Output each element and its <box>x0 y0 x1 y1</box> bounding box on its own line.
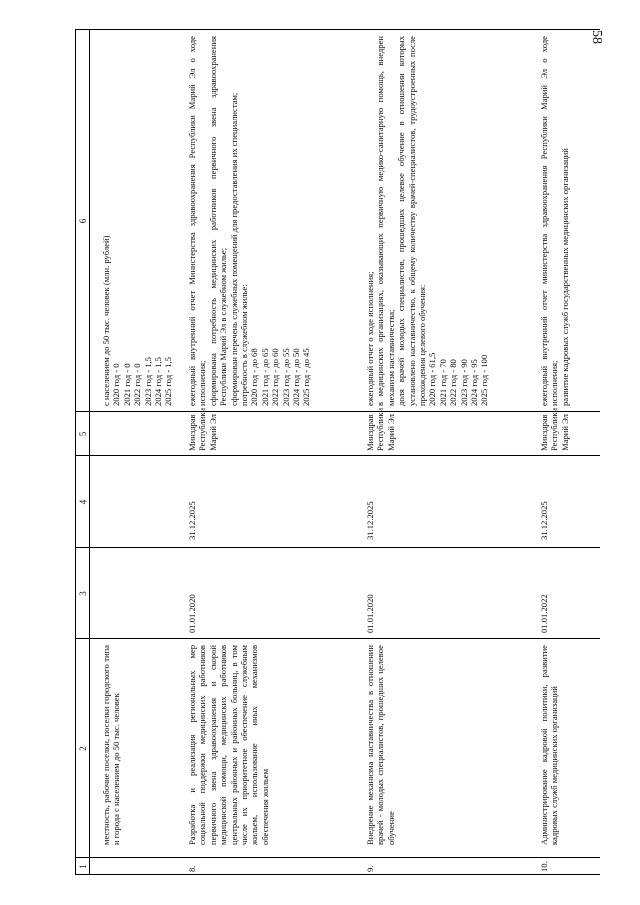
column-divider <box>75 547 600 548</box>
start-date: 01.01.2020 <box>187 594 197 633</box>
measure-name: Разработка и реализация региональных мер социальной поддержки медицинских работников первичного звена здравоохранения и скорой медицинской помощи, медицинских работников центральных районных и районных больниц, в том числе их приоритетное обеспечение служебным жильем, использование иных механизмов обеспечения жильем <box>187 645 270 845</box>
column-header: 2 <box>78 746 88 751</box>
start-date: 01.01.2022 <box>539 594 549 633</box>
page-number: 58 <box>589 30 604 44</box>
measure-name: Внедрение механизма наставничества в отношении врачей - молодых специалистов, прошедших целевое обучение <box>365 645 396 845</box>
header-divider <box>89 30 90 875</box>
row-number: 8. <box>187 865 197 872</box>
measure-name: Администрирование кадровой политики, развитие кадровых служб медицинских организаций <box>539 645 560 845</box>
expected-result: ежегодный внутренний отчет министерства здравоохранения Республики Марий Эл о ходе исполнения; развитие кадровых служб государственных медицинских организаций <box>539 36 570 406</box>
column-divider <box>75 455 600 456</box>
end-date: 31.12.2025 <box>187 501 197 540</box>
end-date: 31.12.2025 <box>365 501 375 540</box>
column-header: 3 <box>78 591 88 596</box>
start-date: 01.01.2020 <box>365 594 375 633</box>
column-header: 4 <box>78 499 88 505</box>
executor: Минздрав Республики Марий Эл <box>539 407 570 451</box>
measure-name: местность, рабочие поселки, поселки городского типа и города с населением до 50 тыс. человек <box>101 645 122 845</box>
column-header: 6 <box>78 218 88 224</box>
expected-result: с населением до 50 тыс. человек (млн. рублей) 2020 год - 0 2021 год - 0 2022 год - 0 2023 год - 1,5 2024 год - 1,5 2025 год - 1,5 <box>101 235 174 406</box>
column-header: 5 <box>78 431 88 437</box>
column-divider <box>75 638 600 639</box>
column-divider <box>75 857 600 858</box>
table-border-left <box>75 874 600 875</box>
row-number: 10. <box>539 861 549 872</box>
expected-result: ежегодный отчет о ходе исполнения; в медицинских организациях, оказывающих первичную медико-санитарную помощь, внедрен механизм наставничества; доля врачей молодых специалистов, прошедших целевое обучение в отношении которых установлено наставничество, к общему количеству врачей-специалистов, трудоустроенных после прохождения целевого обучения: 2020 год - 61,5 2021 год - 70 2022 год - 80 2023 год - 90 2024 год - 95 2025 год - 100 <box>365 36 490 406</box>
end-date: 31.12.2025 <box>539 501 549 540</box>
executor: Минздрав Республики Марий Эл <box>365 407 396 451</box>
row-number: 9. <box>365 865 375 872</box>
expected-result: ежегодный внутренний отчет Министерства здравоохранения Республики Марий Эл о ходе исполнения; сформирована потребность медицинских работников первичного звена здравоохранения Республики Марий Эл в служебном жилье; сформирован перечень служебных помещений для предоставления их специалистам; потребность в служебном жилье: 2020 год - до 68 2021 год - до 65 2022 год - до 60 2023 год - до 55 2024 год - до 50 2025 год - до 45 <box>187 36 312 406</box>
column-header: 1 <box>78 864 88 869</box>
column-divider <box>75 411 600 412</box>
table <box>75 30 600 875</box>
table-border-right <box>75 29 600 30</box>
table-border-top <box>75 30 76 875</box>
executor: Минздрав Республики Марий Эл <box>187 407 218 451</box>
